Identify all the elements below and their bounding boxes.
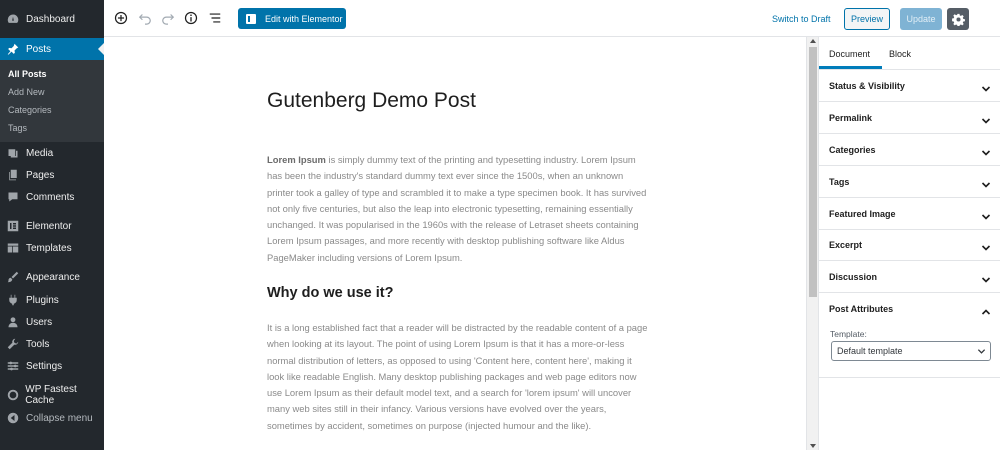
- chevron-down-icon: [981, 177, 991, 187]
- menu-item-comments[interactable]: [0, 186, 104, 208]
- paragraph-block[interactable]: It is a long established fact that a reader will be distracted by the readable content of a page when looking at its layout. The point of using Lorem Ipsum is that it has a more-or-less normal distribution of letters, as opposed to using 'Content here, content here', making it look like readable English. Many desktop publishing packages and web page editors now use Lorem Ipsum as their default model text, and a search for 'lorem ipsum' will uncover many web sites still in their infancy. Various versions have evolved over the years, sometimes by accident, sometimes on purpose (injected humour and the like).: [267, 322, 648, 431]
- editor-toolbar: [104, 0, 1000, 37]
- submenu-all-posts[interactable]: All Posts: [8, 69, 47, 79]
- template-label: Template:: [830, 329, 867, 339]
- editor-canvas: [104, 37, 806, 450]
- info-icon[interactable]: [182, 9, 200, 27]
- template-select-value: Default template: [837, 346, 903, 356]
- media-icon: [6, 146, 20, 160]
- add-block-icon[interactable]: [112, 9, 130, 27]
- editor-scrollbar[interactable]: [806, 37, 818, 450]
- menu-label: Elementor: [26, 220, 72, 232]
- scroll-up-icon[interactable]: [810, 39, 816, 43]
- panel-title: Discussion: [829, 272, 878, 282]
- chevron-down-icon: [981, 272, 991, 282]
- menu-label: Pages: [26, 169, 55, 181]
- menu-item-elementor[interactable]: [0, 215, 104, 237]
- scroll-thumb[interactable]: [809, 47, 817, 297]
- undo-icon[interactable]: [136, 9, 154, 27]
- menu-label: Media: [26, 147, 54, 159]
- collapse-icon: [6, 411, 20, 425]
- panel-permalink[interactable]: [819, 102, 1000, 134]
- menu-label: Comments: [26, 191, 75, 203]
- sidebar-tabs: [819, 37, 1000, 70]
- panel-featured-image[interactable]: [819, 198, 1000, 230]
- paragraph-text: is simply dummy text of the printing and typesetting industry. Lorem Ipsum has been the industry's standard dummy text ever since the 1500s, when an unknown printer took a galley of type and scrambled it to make a type specimen book. It has survived not only five centuries, but also the leap into electronic typesetting, remaining essentially unchanged. It was popularised in the 1960s with the release of Letraset sheets containing Lorem Ipsum passages, and more recently with desktop publishing software like Aldus PageMaker including versions of Lorem Ipsum.: [267, 154, 647, 263]
- paragraph-bold-text: Lorem Ipsum: [267, 154, 326, 165]
- preview-button[interactable]: Preview: [844, 8, 890, 30]
- panel-title: Categories: [829, 145, 876, 155]
- panel-post-attributes[interactable]: [819, 293, 1000, 325]
- switch-to-draft-link[interactable]: Switch to Draft: [772, 14, 831, 24]
- menu-item-media[interactable]: [0, 142, 104, 164]
- panel-tags[interactable]: [819, 166, 1000, 198]
- posts-submenu: [0, 60, 104, 142]
- template-select[interactable]: [831, 341, 991, 361]
- panel-title: Status & Visibility: [829, 81, 905, 91]
- divider: [819, 377, 1000, 378]
- panel-discussion[interactable]: [819, 261, 1000, 293]
- menu-label: Settings: [26, 360, 63, 372]
- menu-item-collapse[interactable]: [0, 407, 104, 429]
- pages-icon: [6, 168, 20, 182]
- menu-label: Tools: [26, 338, 50, 350]
- cache-icon: [6, 388, 19, 402]
- chevron-down-icon: [981, 113, 991, 123]
- tab-document[interactable]: Document: [829, 49, 871, 59]
- chevron-down-icon: [981, 145, 991, 155]
- panel-title: Featured Image: [829, 209, 896, 219]
- panel-excerpt[interactable]: [819, 229, 1000, 261]
- menu-label: Users: [26, 316, 53, 328]
- panel-categories[interactable]: [819, 134, 1000, 166]
- menu-item-posts[interactable]: [0, 38, 104, 60]
- panel-title: Permalink: [829, 113, 873, 123]
- settings-toggle-button[interactable]: [947, 8, 969, 30]
- elementor-icon: [6, 219, 20, 233]
- dashboard-icon: [6, 12, 20, 26]
- menu-item-users[interactable]: [0, 311, 104, 333]
- chevron-down-icon: [981, 81, 991, 91]
- edit-with-elementor-label: Edit with Elementor: [265, 13, 343, 24]
- redo-icon[interactable]: [159, 9, 177, 27]
- panel-title: Post Attributes: [829, 304, 894, 314]
- chevron-down-icon: [977, 347, 986, 356]
- menu-label: Collapse menu: [26, 412, 93, 424]
- post-title[interactable]: Gutenberg Demo Post: [267, 89, 476, 112]
- tab-block[interactable]: Block: [889, 49, 912, 59]
- scroll-down-icon[interactable]: [810, 444, 816, 448]
- panel-status-visibility[interactable]: [819, 70, 1000, 102]
- appearance-icon: [6, 270, 20, 284]
- menu-label: Dashboard: [26, 13, 75, 25]
- panel-title: Excerpt: [829, 240, 863, 250]
- chevron-up-icon: [981, 304, 991, 314]
- submenu-add-new[interactable]: Add New: [8, 87, 45, 97]
- comments-icon: [6, 190, 20, 204]
- menu-label: Appearance: [26, 271, 80, 283]
- chevron-down-icon: [981, 209, 991, 219]
- menu-item-tools[interactable]: [0, 333, 104, 355]
- settings-sidebar: [818, 37, 1000, 450]
- edit-with-elementor-button[interactable]: [238, 8, 346, 29]
- menu-item-templates[interactable]: [0, 237, 104, 259]
- menu-label: WP Fastest Cache: [25, 384, 77, 406]
- active-tab-indicator: [819, 66, 882, 69]
- menu-item-wp-fastest-cache[interactable]: [0, 384, 104, 406]
- pin-icon: [6, 42, 20, 56]
- panel-title: Tags: [829, 177, 850, 187]
- admin-sidebar: [0, 0, 104, 450]
- tools-icon: [6, 337, 20, 351]
- menu-item-dashboard[interactable]: [0, 8, 104, 30]
- menu-item-pages[interactable]: [0, 164, 104, 186]
- menu-label: Templates: [26, 242, 72, 254]
- templates-icon: [6, 241, 20, 255]
- paragraph-block[interactable]: [267, 152, 649, 266]
- heading-block[interactable]: Why do we use it?: [267, 285, 394, 301]
- menu-item-settings[interactable]: [0, 355, 104, 377]
- elementor-logo-icon: [246, 14, 256, 24]
- update-button[interactable]: Update: [900, 8, 942, 30]
- submenu-tags[interactable]: Tags: [8, 123, 28, 133]
- gear-icon: [952, 13, 965, 26]
- menu-label: Plugins: [26, 294, 59, 306]
- users-icon: [6, 315, 20, 329]
- menu-label: Posts: [26, 43, 52, 55]
- plugins-icon: [6, 293, 20, 307]
- menu-item-appearance[interactable]: [0, 266, 104, 288]
- settings-icon: [6, 359, 20, 373]
- menu-item-plugins[interactable]: [0, 289, 104, 311]
- outline-icon[interactable]: [206, 9, 224, 27]
- chevron-down-icon: [981, 240, 991, 250]
- submenu-categories[interactable]: Categories: [8, 105, 52, 115]
